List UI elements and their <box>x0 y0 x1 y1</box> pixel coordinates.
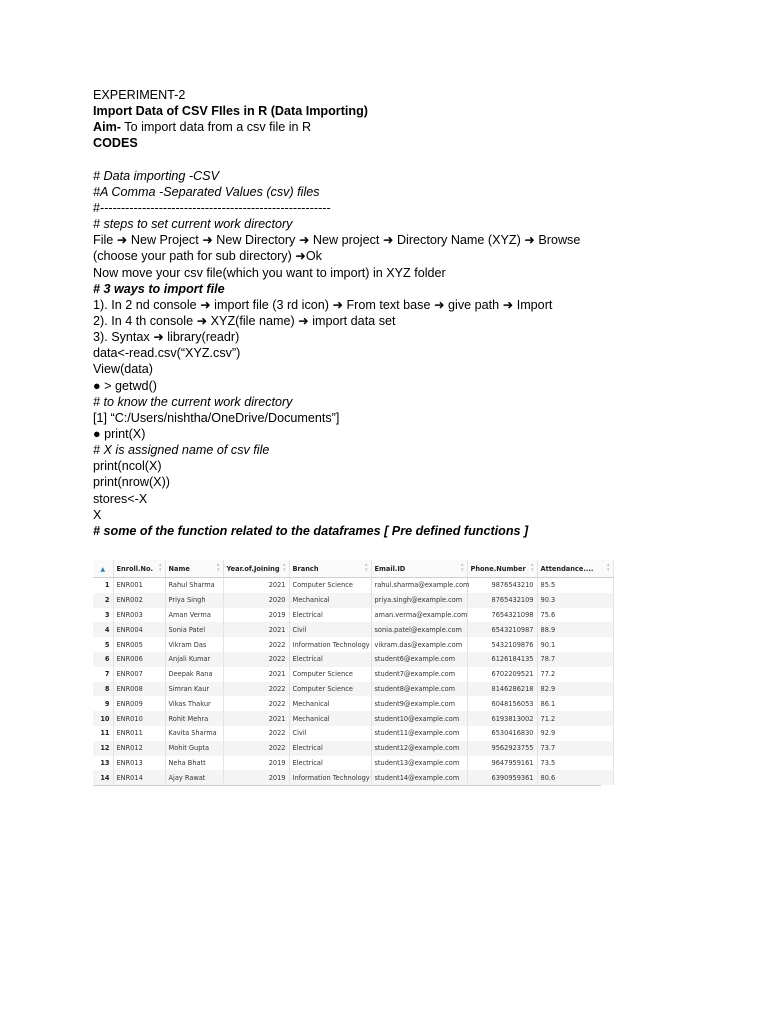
table-row <box>93 593 613 608</box>
table-cell: aman.verma@example.com <box>371 608 467 623</box>
code-line: print(nrow(X)) <box>93 475 170 490</box>
table-cell: sonia.patel@example.com <box>371 622 467 637</box>
table-cell: 6702209521 <box>467 667 537 682</box>
table-cell: 2022 <box>223 696 289 711</box>
row-number: 9 <box>93 696 113 711</box>
code-line: # some of the function related to the dataframes [ Pre defined functions ] <box>93 523 529 538</box>
column-header-label: Email.ID <box>374 564 406 573</box>
table-row <box>93 726 613 741</box>
table-cell: 78.7 <box>537 652 613 667</box>
table-cell: 92.9 <box>537 726 613 741</box>
column-header[interactable] <box>371 560 467 578</box>
code-line: ● print(X) <box>93 426 146 441</box>
row-number: 6 <box>93 652 113 667</box>
document-body <box>93 87 653 539</box>
table-cell: 2021 <box>223 711 289 726</box>
table-cell: ENR006 <box>113 652 165 667</box>
table-cell: 86.1 <box>537 696 613 711</box>
table-cell: ENR014 <box>113 770 165 785</box>
table-cell: 6530416830 <box>467 726 537 741</box>
table-cell: 2021 <box>223 667 289 682</box>
table-cell: Information Technology <box>289 637 371 652</box>
sort-arrows-icon: ▴ ▾ <box>216 562 220 573</box>
code-line: View(data) <box>93 362 153 377</box>
code-line: print(ncol(X) <box>93 459 162 474</box>
table-cell: Civil <box>289 622 371 637</box>
table-cell: ENR004 <box>113 622 165 637</box>
table-row <box>93 622 613 637</box>
table-cell: ENR005 <box>113 637 165 652</box>
column-header[interactable] <box>537 560 613 578</box>
table-cell: Rohit Mehra <box>165 711 223 726</box>
table-cell: Vikas Thakur <box>165 696 223 711</box>
table-cell: Computer Science <box>289 667 371 682</box>
sort-up-icon: ▲ <box>100 565 106 573</box>
table-cell: 85.5 <box>537 578 613 593</box>
code-line: ● > getwd() <box>93 378 157 393</box>
table-cell: rahul.sharma@example.com <box>371 578 467 593</box>
aim-text: To import data from a csv file in R <box>121 120 312 135</box>
table-cell: student9@example.com <box>371 696 467 711</box>
code-line: # Data importing -CSV <box>93 168 219 183</box>
table-cell: student11@example.com <box>371 726 467 741</box>
table-cell: 6390959361 <box>467 770 537 785</box>
table-cell: Electrical <box>289 608 371 623</box>
table-cell: 2022 <box>223 682 289 697</box>
row-number: 8 <box>93 682 113 697</box>
table-row <box>93 578 613 593</box>
sort-arrows-icon: ▴ ▾ <box>158 562 162 573</box>
table-cell: ENR007 <box>113 667 165 682</box>
row-number: 2 <box>93 593 113 608</box>
table-cell: 5432109876 <box>467 637 537 652</box>
table-cell: Information Technology <box>289 770 371 785</box>
table-cell: 9876543210 <box>467 578 537 593</box>
table-cell: 71.2 <box>537 711 613 726</box>
table-row <box>93 770 613 785</box>
table-cell: 6126184135 <box>467 652 537 667</box>
table-cell: 2019 <box>223 756 289 771</box>
code-line: stores<-X <box>93 491 148 506</box>
table-cell: Civil <box>289 726 371 741</box>
table-cell: ENR001 <box>113 578 165 593</box>
table-cell: 82.9 <box>537 682 613 697</box>
experiment-label: EXPERIMENT-2 <box>93 88 186 102</box>
table-row <box>93 652 613 667</box>
row-number: 14 <box>93 770 113 785</box>
row-number: 7 <box>93 667 113 682</box>
table-cell: Electrical <box>289 756 371 771</box>
table-cell: 7654321098 <box>467 608 537 623</box>
row-number-header[interactable] <box>93 560 113 578</box>
table-cell: student8@example.com <box>371 682 467 697</box>
code-line: 3). Syntax ➜ library(readr) <box>93 330 240 345</box>
table-cell: Computer Science <box>289 578 371 593</box>
table-header-row <box>93 560 613 578</box>
table-cell: Priya Singh <box>165 593 223 608</box>
table-body <box>93 578 613 786</box>
table-cell: ENR009 <box>113 696 165 711</box>
table-cell: vikram.das@example.com <box>371 637 467 652</box>
table-cell: 8765432109 <box>467 593 537 608</box>
row-number: 10 <box>93 711 113 726</box>
table-cell: 2022 <box>223 637 289 652</box>
table-row <box>93 756 613 771</box>
table-cell: 9647959161 <box>467 756 537 771</box>
table-cell: 88.9 <box>537 622 613 637</box>
table-cell: 90.1 <box>537 637 613 652</box>
code-line: # to know the current work directory <box>93 394 293 409</box>
sort-arrows-icon: ▴ ▾ <box>282 562 286 573</box>
page-title: Import Data of CSV FIles in R (Data Importing) <box>93 104 368 119</box>
aim-line <box>93 119 653 135</box>
table-cell: Deepak Rana <box>165 667 223 682</box>
row-number: 4 <box>93 622 113 637</box>
table-cell: student13@example.com <box>371 756 467 771</box>
codes-heading: CODES <box>93 136 138 151</box>
sort-arrows-icon: ▴ ▾ <box>460 562 464 573</box>
data-table <box>93 560 614 785</box>
table-cell: Sonia Patel <box>165 622 223 637</box>
column-header-label: Year.of.Joining <box>226 564 280 573</box>
table-row <box>93 711 613 726</box>
table-cell: Vikram Das <box>165 637 223 652</box>
column-header-label: Name <box>168 564 190 573</box>
table-cell: Mohit Gupta <box>165 741 223 756</box>
code-line: 1). In 2 nd console ➜ import file (3 rd icon) ➜ From text base ➜ give path ➜ Import <box>93 297 553 312</box>
table-cell: 2019 <box>223 770 289 785</box>
table-cell: 75.6 <box>537 608 613 623</box>
row-number: 3 <box>93 608 113 623</box>
sort-arrows-icon: ▴ ▾ <box>606 562 610 573</box>
table-row <box>93 696 613 711</box>
sort-arrows-icon: ▴ ▾ <box>364 562 368 573</box>
aim-label: Aim- <box>93 120 121 135</box>
table-cell: Mechanical <box>289 696 371 711</box>
table-cell: ENR008 <box>113 682 165 697</box>
column-header-label: Branch <box>292 564 319 573</box>
code-line: X <box>93 507 102 522</box>
code-line: Now move your csv file(which you want to import) in XYZ folder <box>93 265 446 280</box>
table-cell: 80.6 <box>537 770 613 785</box>
column-header[interactable] <box>223 560 289 578</box>
column-header[interactable] <box>467 560 537 578</box>
table-cell: student6@example.com <box>371 652 467 667</box>
row-number: 12 <box>93 741 113 756</box>
table-cell: 73.5 <box>537 756 613 771</box>
table-cell: 73.7 <box>537 741 613 756</box>
sort-arrows-icon: ▴ ▾ <box>530 562 534 573</box>
data-table-screenshot <box>93 560 610 786</box>
table-cell: 2022 <box>223 652 289 667</box>
table-cell: 2022 <box>223 726 289 741</box>
table-cell: 2020 <box>223 593 289 608</box>
code-lines <box>93 168 653 539</box>
table-cell: ENR010 <box>113 711 165 726</box>
table-cell: Aman Verma <box>165 608 223 623</box>
table-cell: Ajay Rawat <box>165 770 223 785</box>
table-cell: Computer Science <box>289 682 371 697</box>
table-cell: 77.2 <box>537 667 613 682</box>
table-cell: 6193813002 <box>467 711 537 726</box>
code-line: # steps to set current work directory <box>93 217 293 232</box>
table-row <box>93 667 613 682</box>
table-cell: 2021 <box>223 578 289 593</box>
code-line: #------------------------------------------------------- <box>93 200 331 215</box>
row-number: 13 <box>93 756 113 771</box>
code-line: #A Comma -Separated Values (csv) files <box>93 184 320 199</box>
column-header-label: Enroll.No. <box>116 564 154 573</box>
code-line: 2). In 4 th console ➜ XYZ(file name) ➜ import data set <box>93 313 396 328</box>
table-cell: 2019 <box>223 608 289 623</box>
column-header[interactable] <box>113 560 165 578</box>
row-number: 11 <box>93 726 113 741</box>
table-cell: 2022 <box>223 741 289 756</box>
column-header[interactable] <box>289 560 371 578</box>
spacer <box>93 152 653 168</box>
table-row <box>93 741 613 756</box>
table-row <box>93 608 613 623</box>
table-cell: priya.singh@example.com <box>371 593 467 608</box>
table-cell: Kavita Sharma <box>165 726 223 741</box>
column-header-label: Attendance.... <box>540 564 594 573</box>
table-cell: student14@example.com <box>371 770 467 785</box>
table-cell: Simran Kaur <box>165 682 223 697</box>
code-line: [1] “C:/Users/nishtha/OneDrive/Documents”] <box>93 410 340 425</box>
table-cell: 9562923755 <box>467 741 537 756</box>
table-cell: ENR013 <box>113 756 165 771</box>
table-cell: student10@example.com <box>371 711 467 726</box>
code-line: (choose your path for sub directory) ➜Ok <box>93 249 322 264</box>
table-cell: Mechanical <box>289 593 371 608</box>
row-number: 5 <box>93 637 113 652</box>
table-cell: student7@example.com <box>371 667 467 682</box>
column-header[interactable] <box>165 560 223 578</box>
table-row <box>93 682 613 697</box>
table-cell: ENR003 <box>113 608 165 623</box>
table-cell: 90.3 <box>537 593 613 608</box>
column-header-label: Phone.Number <box>470 564 526 573</box>
table-cell: 6543210987 <box>467 622 537 637</box>
code-line: # 3 ways to import file <box>93 281 225 296</box>
table-cell: 2021 <box>223 622 289 637</box>
table-cell: Mechanical <box>289 711 371 726</box>
code-line: # X is assigned name of csv file <box>93 443 270 458</box>
table-cell: 8146286218 <box>467 682 537 697</box>
table-cell: Electrical <box>289 741 371 756</box>
code-line: data<-read.csv(“XYZ.csv”) <box>93 346 241 361</box>
table-cell: student12@example.com <box>371 741 467 756</box>
table-cell: 6048156053 <box>467 696 537 711</box>
code-line: File ➜ New Project ➜ New Directory ➜ New project ➜ Directory Name (XYZ) ➜ Browse <box>93 233 581 248</box>
table-cell: Rahul Sharma <box>165 578 223 593</box>
table-cell: ENR011 <box>113 726 165 741</box>
table-cell: ENR002 <box>113 593 165 608</box>
table-cell: ENR012 <box>113 741 165 756</box>
table-cell: Electrical <box>289 652 371 667</box>
row-number: 1 <box>93 578 113 593</box>
table-cell: Neha Bhatt <box>165 756 223 771</box>
table-cell: Anjali Kumar <box>165 652 223 667</box>
table-row <box>93 637 613 652</box>
